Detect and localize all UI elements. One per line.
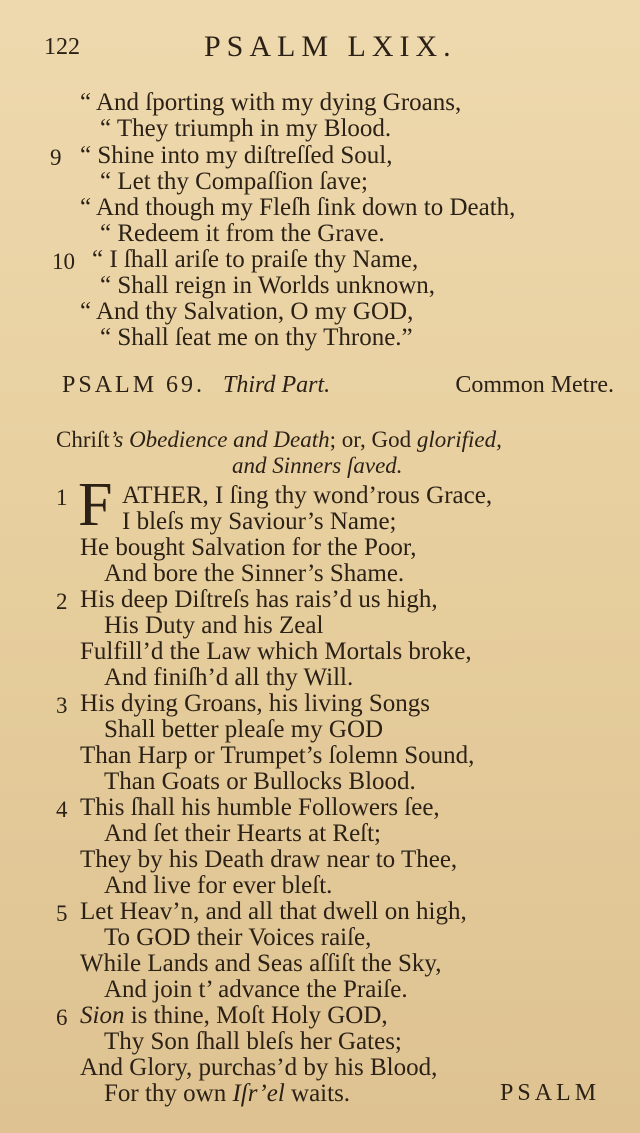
catchword: PSALM [500,1080,601,1106]
drop-cap: F [78,471,113,539]
hymn-line-text: is thine, Moſt Holy GOD, [130,1002,388,1029]
continuation-line: “ Shine into my diſtreſſed Soul, [80,142,393,169]
hymn-line-text: For thy own [104,1080,227,1107]
continuation-line: “ Redeem it from the Grave. [100,220,385,247]
hymn-line: Shall better pleaſe my GOD [104,716,384,743]
part-heading-title: PSALM 69. [62,372,206,398]
hymn-line: He bought Salvation for the Poor, [80,534,417,561]
part-heading-part: Third Part. [223,372,331,398]
hymn-line: And ſet their Hearts at Reſt; [104,820,382,847]
continuation-line: “ Let thy Compaſſion ſave; [100,168,368,195]
part-heading-metre: Common Metre. [455,372,614,398]
hymn-subtitle [56,428,502,451]
italic-word: Iſr’el [232,1080,285,1107]
hymn-line: Than Goats or Bullocks Blood. [104,768,416,795]
hymn-line: Fulfill’d the Law which Mortals broke, [80,638,472,665]
hymn-line [80,1003,388,1028]
subtitle-italic: and Sinners ſaved. [232,453,403,478]
continuation-line: “ And ſporting with my dying Groans, [80,89,462,116]
hymn-line: His dying Groans, his living Songs [80,690,431,717]
hymn-line: They by his Death draw near to Thee, [80,846,458,873]
hymn-line: ATHER, I ſing thy wond’rous Grace, [122,482,493,509]
hymn-line-text: waits. [291,1080,351,1107]
hymn-line: And Glory, purchas’d by his Blood, [80,1054,438,1081]
hymn-line: And bore the Sinner’s Shame. [104,560,405,587]
subtitle-text: ; or, God [329,427,412,452]
part-heading [62,372,614,399]
hymn-line: His deep Diſtreſs has rais’d us high, [80,586,438,613]
page-number: 122 [44,34,80,60]
hymn-line: Thy Son ſhall bleſs her Gates; [104,1028,402,1055]
running-title: PSALM LXIX. [204,30,457,63]
verse-number: 1 [56,485,68,510]
hymn-line: This ſhall his humble Followers ſee, [80,794,440,821]
continuation-line: “ And though my Fleſh ſink down to Death, [80,194,516,221]
continuation-line: “ I ſhall ariſe to praiſe thy Name, [92,246,419,273]
continuation-line: “ And thy Salvation, O my GOD, [80,298,414,325]
hymn-line: Let Heav’n, and all that dwell on high, [80,898,467,925]
verse-number: 5 [56,901,68,926]
hymn-line: Than Harp or Trumpet’s ſolemn Sound, [80,742,475,769]
hymn-line: While Lands and Seas aſſiſt the Sky, [80,950,442,977]
verse-number: 4 [56,797,68,822]
page-header [44,30,612,70]
verse-number: 6 [56,1005,68,1030]
hymn-line: To GOD their Voices raiſe, [104,924,372,951]
subtitle-italic: ’s Obedience and Death [109,427,330,452]
continuation-line: “ Shall ſeat me on thy Throne.” [100,324,413,351]
hymn-line: And finiſh’d all thy Will. [104,664,354,691]
hymn-line [104,1081,350,1106]
verse-number: 3 [56,693,68,718]
verse-number: 9 [50,145,62,170]
subtitle-text: Chriſt [56,427,110,452]
verse-number: 2 [56,589,68,614]
continuation-line: “ They triumph in my Blood. [100,115,392,142]
hymn-line: And live for ever bleſt. [104,872,333,899]
hymn-line: I bleſs my Saviour’s Name; [122,508,397,535]
verse-number: 10 [52,249,75,274]
italic-word: Sion [80,1002,125,1029]
continuation-line: “ Shall reign in Worlds unknown, [100,272,435,299]
subtitle-italic: glorified, [416,427,502,452]
hymn-line: His Duty and his Zeal [104,612,324,639]
hymn-subtitle-line2 [232,454,403,477]
hymn-line: And join t’ advance the Praiſe. [104,976,408,1003]
